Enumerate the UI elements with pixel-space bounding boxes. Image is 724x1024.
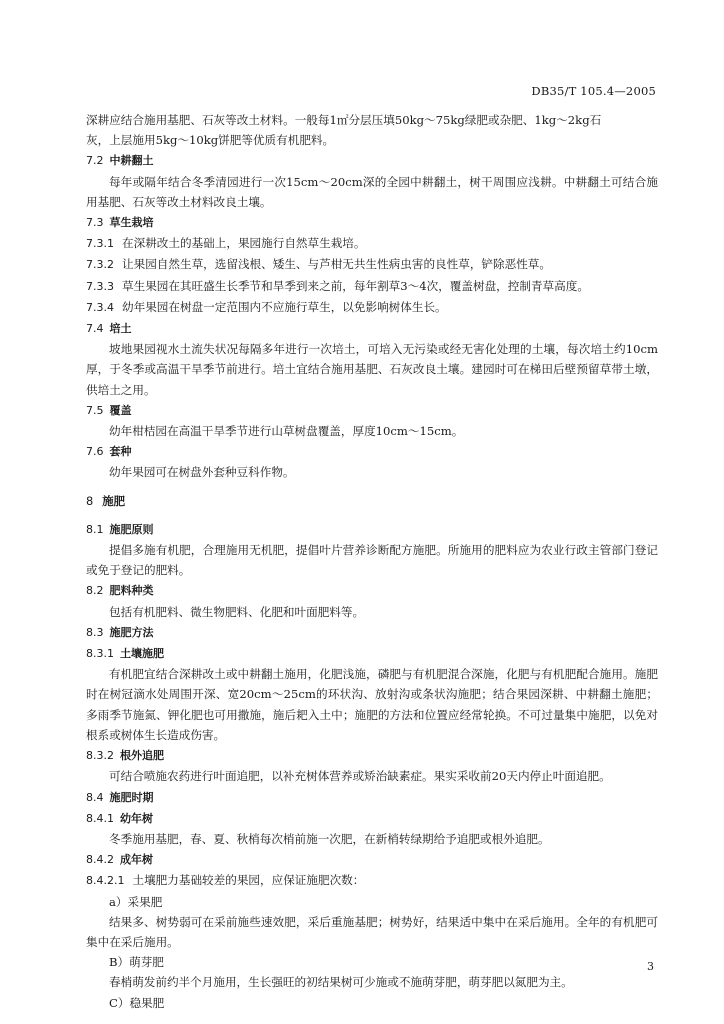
clause-number: 8.4 (86, 790, 104, 804)
clause-heading (86, 622, 658, 643)
clause-heading (86, 400, 658, 421)
clause-heading (86, 318, 658, 339)
text-line: 灰，上层施用5kg～10kg饼肥等优质有机肥料。 (86, 133, 335, 148)
paragraph: 每年或隔年结合冬季清园进行一次15cm～20cm深的全园中耕翻土，树干周围应浅耕。中耕翻土可结合施用基肥、石灰等改土材料改良土壤。 (86, 174, 658, 209)
clause-number: 7.3.1 (86, 237, 114, 251)
paragraph: 结果多、树势弱可在采前施些速效肥，采后重施基肥；树势好，结果适中集中在采后施用。全年的有机肥可集中在采后施用。 (86, 914, 658, 949)
standard-code-header: DB35/T 105.4—2005 (531, 84, 656, 98)
clause-heading (86, 580, 658, 601)
clause-heading (86, 643, 658, 664)
clause-title: 覆盖 (109, 403, 132, 417)
clause-text: 草生果园在其旺盛生长季节和旱季到来之前，每年割草3～4次，覆盖树盘，控制青草高度。 (122, 278, 589, 293)
paragraph: 可结合喷施农药进行叶面追肥，以补充树体营养或矫治缺素症。果实采收前20天内停止叶面追肥。 (109, 769, 611, 784)
clause-number: 7.3.4 (86, 300, 114, 314)
clause-number: 8.3.1 (86, 647, 114, 661)
clause-title: 套种 (109, 445, 132, 459)
clause-text: 幼年果园在树盘一定范围内不应施行草生，以免影响树体生长。 (122, 299, 447, 314)
text-line: 深耕应结合施用基肥、石灰等改土材料。一般每1㎡分层压填50kg～75kg绿肥或杂肥、1kg～2kg石 (86, 113, 602, 127)
list-item: C）稳果肥 (109, 995, 165, 1010)
clause-title: 肥料种类 (109, 584, 154, 598)
clause-number: 8.4.1 (86, 811, 114, 825)
clause-number: 8.3.2 (86, 749, 114, 763)
clause-number: 7.5 (86, 403, 104, 417)
clause-heading (86, 870, 658, 891)
clause-heading (86, 808, 658, 829)
clause-title: 幼年树 (120, 811, 153, 825)
clause-title: 草生栽培 (109, 216, 154, 230)
clause-heading (86, 787, 658, 808)
section-heading (86, 491, 658, 511)
clause-title: 培土 (109, 322, 132, 336)
clause-heading (86, 519, 658, 540)
section-title: 施肥 (102, 493, 126, 508)
clause-heading (86, 297, 658, 318)
clause-text: 让果园自然生草，选留浅根、矮生、与芦柑无共生性病虫害的良性草，铲除恶性草。 (122, 257, 551, 272)
clause-number: 8.3 (86, 625, 104, 639)
paragraph: 坡地果园视水土流失状况每隔多年进行一次培土，可培入无污染或经无害化处理的土壤，每次培土约10cm厚，于冬季或高温干旱季节前进行。培土宜结合施用基肥、石灰改良土壤。建园时可在梯田后壁预留草带土墩，供培土之用。 (86, 342, 658, 397)
clause-number: 8.1 (86, 522, 104, 536)
clause-number: 7.2 (86, 154, 104, 168)
clause-heading (86, 233, 658, 254)
clause-heading (86, 849, 658, 870)
paragraph: 有机肥宜结合深耕改土或中耕翻土施用，化肥浅施，磷肥与有机肥混合深施，化肥与有机肥配合施用。施肥时在树冠滴水处周围开深、宽20cm～25cm的环状沟、放射沟或条状沟施肥；结合果园深耕、中耕翻土施肥；多雨季节施氮、钾化肥也可用撒施，施后耙入土中；施肥的方法和位置应经常轮换。不可过量集中施肥，以免对根系或树体生长造成伤害。 (86, 667, 658, 742)
clause-title: 施肥原则 (109, 522, 154, 536)
paragraph: 春梢萌发前约半个月施用，生长强旺的初结果树可少施或不施萌芽肥，萌芽肥以氮肥为主。 (109, 975, 573, 990)
clause-number: 8.2 (86, 584, 104, 598)
clause-title: 施肥时期 (109, 790, 154, 804)
paragraph: 冬季施用基肥，春、夏、秋梢每次梢前施一次肥，在新梢转绿期给予追肥或根外追肥。 (109, 831, 550, 846)
clause-number: 7.4 (86, 322, 104, 336)
paragraph: 包括有机肥料、微生物肥料、化肥和叶面肥料等。 (109, 604, 365, 619)
clause-heading (86, 150, 658, 171)
page-number: 3 (647, 960, 654, 973)
section-number: 8 (86, 493, 94, 508)
clause-number: 7.3.3 (86, 279, 114, 293)
clause-title: 施肥方法 (109, 625, 154, 639)
clause-heading (86, 745, 658, 766)
clause-heading (86, 254, 658, 275)
clause-text: 土壤肥力基础较差的果园，应保证施肥次数： (132, 873, 365, 888)
clause-heading (86, 441, 658, 462)
list-item: a）采果肥 (109, 894, 163, 909)
clause-heading (86, 276, 658, 297)
clause-number: 8.4.2.1 (86, 874, 125, 888)
paragraph: 幼年果园可在树盘外套种豆科作物。 (109, 465, 295, 480)
clause-title: 成年树 (120, 853, 153, 867)
clause-title: 土壤施肥 (120, 647, 164, 661)
clause-number: 7.6 (86, 445, 104, 459)
paragraph: 幼年柑桔园在高温干旱季节进行山草树盘覆盖，厚度10cm～15cm。 (109, 424, 464, 439)
list-item: B）萌芽肥 (109, 955, 164, 970)
body-text (86, 110, 658, 1013)
clause-number: 7.3 (86, 216, 104, 230)
clause-heading (86, 212, 658, 233)
clause-number: 7.3.2 (86, 258, 114, 272)
clause-number: 8.4.2 (86, 853, 114, 867)
paragraph: 提倡多施有机肥，合理施用无机肥，提倡叶片营养诊断配方施肥。所施用的肥料应为农业行政主管部门登记或免于登记的肥料。 (86, 543, 658, 578)
clause-text: 在深耕改土的基础上，果园施行自然草生栽培。 (122, 236, 366, 251)
clause-title: 中耕翻土 (109, 154, 154, 168)
clause-title: 根外追肥 (120, 749, 164, 763)
